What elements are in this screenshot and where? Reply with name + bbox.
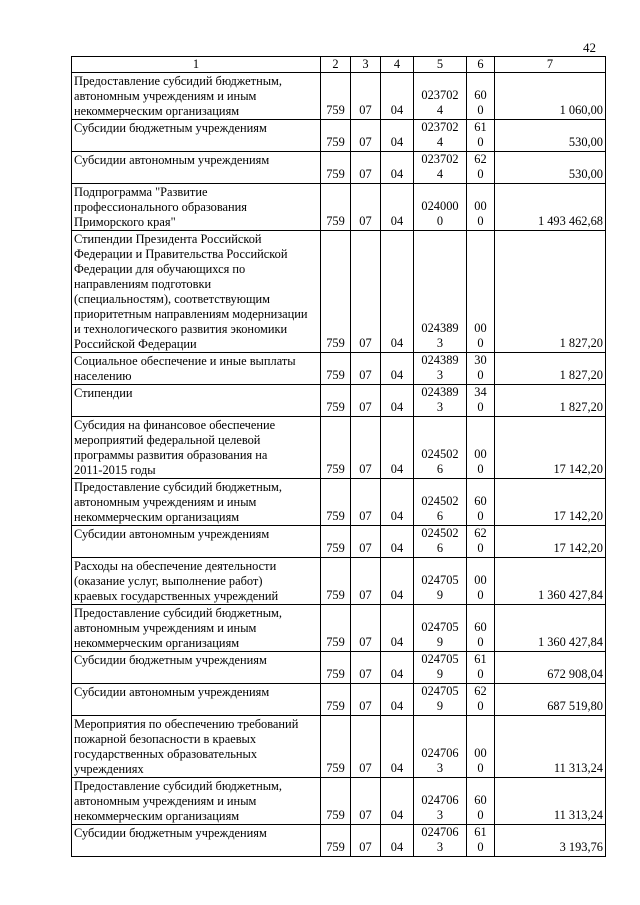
row-code-cell: 759 — [321, 778, 351, 825]
row-subsection-cell: 04 — [381, 684, 414, 716]
row-amount-cell: 687 519,80 — [495, 684, 606, 716]
row-expense-type-cell: 00 0 — [467, 417, 495, 479]
row-target-article-cell: 024502 6 — [414, 526, 467, 558]
row-subsection-cell: 04 — [381, 417, 414, 479]
row-amount-cell: 1 360 427,84 — [495, 605, 606, 652]
row-target-article-cell: 024389 3 — [414, 231, 467, 353]
row-name-cell: Субсидии бюджетным учреждениям — [72, 825, 321, 857]
row-section-cell: 07 — [351, 605, 381, 652]
row-target-article-cell: 023702 4 — [414, 120, 467, 152]
row-code-cell: 759 — [321, 684, 351, 716]
row-name-cell: Субсидия на финансовое обеспечение мероприятий федеральной целевой программы развития образования на 2011-2015 годы — [72, 417, 321, 479]
table-row — [72, 353, 606, 385]
row-expense-type-cell: 00 0 — [467, 558, 495, 605]
row-expense-type-cell: 60 0 — [467, 479, 495, 526]
row-section-cell: 07 — [351, 184, 381, 231]
row-target-article-cell: 023702 4 — [414, 73, 467, 120]
row-target-article-cell: 024705 9 — [414, 684, 467, 716]
row-subsection-cell: 04 — [381, 652, 414, 684]
table-row — [72, 778, 606, 825]
row-target-article-cell: 024706 3 — [414, 778, 467, 825]
row-subsection-cell: 04 — [381, 385, 414, 417]
row-code-cell: 759 — [321, 479, 351, 526]
row-subsection-cell: 04 — [381, 73, 414, 120]
table-body — [72, 73, 606, 857]
row-expense-type-cell: 62 0 — [467, 152, 495, 184]
row-target-article-cell: 024000 0 — [414, 184, 467, 231]
table-row — [72, 184, 606, 231]
row-code-cell: 759 — [321, 73, 351, 120]
table-row — [72, 417, 606, 479]
table-row — [72, 684, 606, 716]
row-code-cell: 759 — [321, 184, 351, 231]
row-name-cell: Предоставление субсидий бюджетным, автономным учреждениям и иным некоммерческим организациям — [72, 778, 321, 825]
row-section-cell: 07 — [351, 385, 381, 417]
row-subsection-cell: 04 — [381, 558, 414, 605]
row-code-cell: 759 — [321, 652, 351, 684]
row-section-cell: 07 — [351, 716, 381, 778]
row-expense-type-cell: 34 0 — [467, 385, 495, 417]
row-amount-cell: 11 313,24 — [495, 716, 606, 778]
row-name-cell: Субсидии бюджетным учреждениям — [72, 120, 321, 152]
row-code-cell: 759 — [321, 353, 351, 385]
row-section-cell: 07 — [351, 526, 381, 558]
row-subsection-cell: 04 — [381, 353, 414, 385]
row-expense-type-cell: 60 0 — [467, 605, 495, 652]
row-subsection-cell: 04 — [381, 152, 414, 184]
table-row — [72, 73, 606, 120]
table-row — [72, 558, 606, 605]
row-name-cell: Мероприятия по обеспечению требований пожарной безопасности в краевых государственных образовательных учреждениях — [72, 716, 321, 778]
row-target-article-cell: 023702 4 — [414, 152, 467, 184]
row-expense-type-cell: 00 0 — [467, 716, 495, 778]
row-target-article-cell: 024389 3 — [414, 385, 467, 417]
row-name-cell: Социальное обеспечение и иные выплаты населению — [72, 353, 321, 385]
row-code-cell: 759 — [321, 231, 351, 353]
row-subsection-cell: 04 — [381, 825, 414, 857]
row-section-cell: 07 — [351, 479, 381, 526]
row-amount-cell: 1 827,20 — [495, 353, 606, 385]
header-cell: 7 — [495, 57, 606, 73]
table-row — [72, 385, 606, 417]
row-target-article-cell: 024706 3 — [414, 825, 467, 857]
row-target-article-cell: 024706 3 — [414, 716, 467, 778]
row-name-cell: Субсидии автономным учреждениям — [72, 684, 321, 716]
header-cell: 4 — [381, 57, 414, 73]
row-expense-type-cell: 61 0 — [467, 825, 495, 857]
budget-table — [71, 56, 606, 857]
row-code-cell: 759 — [321, 120, 351, 152]
row-name-cell: Расходы на обеспечение деятельности (оказание услуг, выполнение работ) краевых государственных учреждений — [72, 558, 321, 605]
row-name-cell: Предоставление субсидий бюджетным, автономным учреждениям и иным некоммерческим организациям — [72, 479, 321, 526]
row-amount-cell: 17 142,20 — [495, 526, 606, 558]
row-target-article-cell: 024705 9 — [414, 605, 467, 652]
row-code-cell: 759 — [321, 825, 351, 857]
table-row — [72, 605, 606, 652]
row-expense-type-cell: 62 0 — [467, 526, 495, 558]
row-subsection-cell: 04 — [381, 605, 414, 652]
row-amount-cell: 672 908,04 — [495, 652, 606, 684]
row-subsection-cell: 04 — [381, 716, 414, 778]
row-amount-cell: 17 142,20 — [495, 479, 606, 526]
header-cell: 3 — [351, 57, 381, 73]
row-amount-cell: 11 313,24 — [495, 778, 606, 825]
table-row — [72, 152, 606, 184]
header-row — [72, 57, 606, 73]
row-subsection-cell: 04 — [381, 778, 414, 825]
row-expense-type-cell: 62 0 — [467, 684, 495, 716]
row-amount-cell: 17 142,20 — [495, 417, 606, 479]
row-name-cell: Предоставление субсидий бюджетным, автономным учреждениям и иным некоммерческим организациям — [72, 605, 321, 652]
row-target-article-cell: 024502 6 — [414, 479, 467, 526]
row-section-cell: 07 — [351, 684, 381, 716]
row-target-article-cell: 024705 9 — [414, 652, 467, 684]
row-expense-type-cell: 60 0 — [467, 73, 495, 120]
row-expense-type-cell: 61 0 — [467, 652, 495, 684]
row-code-cell: 759 — [321, 558, 351, 605]
row-subsection-cell: 04 — [381, 120, 414, 152]
row-amount-cell: 530,00 — [495, 152, 606, 184]
row-expense-type-cell: 30 0 — [467, 353, 495, 385]
table-row — [72, 231, 606, 353]
row-name-cell: Субсидии автономным учреждениям — [72, 152, 321, 184]
row-amount-cell: 1 060,00 — [495, 73, 606, 120]
row-target-article-cell: 024502 6 — [414, 417, 467, 479]
row-expense-type-cell: 00 0 — [467, 184, 495, 231]
row-subsection-cell: 04 — [381, 526, 414, 558]
page-number: 42 — [583, 40, 596, 55]
row-expense-type-cell: 00 0 — [467, 231, 495, 353]
row-amount-cell: 1 827,20 — [495, 231, 606, 353]
row-section-cell: 07 — [351, 353, 381, 385]
row-target-article-cell: 024389 3 — [414, 353, 467, 385]
header-cell: 6 — [467, 57, 495, 73]
row-target-article-cell: 024705 9 — [414, 558, 467, 605]
row-name-cell: Подпрограмма "Развитие профессионального образования Приморского края" — [72, 184, 321, 231]
row-section-cell: 07 — [351, 825, 381, 857]
table-row — [72, 479, 606, 526]
row-subsection-cell: 04 — [381, 184, 414, 231]
row-code-cell: 759 — [321, 526, 351, 558]
header-cell: 5 — [414, 57, 467, 73]
row-expense-type-cell: 61 0 — [467, 120, 495, 152]
row-name-cell: Стипендии — [72, 385, 321, 417]
row-section-cell: 07 — [351, 231, 381, 353]
row-code-cell: 759 — [321, 417, 351, 479]
row-name-cell: Предоставление субсидий бюджетным, автономным учреждениям и иным некоммерческим организациям — [72, 73, 321, 120]
row-amount-cell: 1 493 462,68 — [495, 184, 606, 231]
row-amount-cell: 530,00 — [495, 120, 606, 152]
row-section-cell: 07 — [351, 152, 381, 184]
table-row — [72, 120, 606, 152]
row-section-cell: 07 — [351, 652, 381, 684]
table-row — [72, 526, 606, 558]
table-row — [72, 716, 606, 778]
row-name-cell: Стипендии Президента Российской Федерации и Правительства Российской Федерации для обучающихся по направлениям подготовки (специальностям), соответствующим приоритетным направлениям модернизации и технологического развития экономики Российской Федерации — [72, 231, 321, 353]
table-row — [72, 825, 606, 857]
row-expense-type-cell: 60 0 — [467, 778, 495, 825]
row-subsection-cell: 04 — [381, 231, 414, 353]
header-cell: 2 — [321, 57, 351, 73]
row-section-cell: 07 — [351, 558, 381, 605]
header-cell: 1 — [72, 57, 321, 73]
row-code-cell: 759 — [321, 716, 351, 778]
row-amount-cell: 1 827,20 — [495, 385, 606, 417]
row-code-cell: 759 — [321, 605, 351, 652]
row-section-cell: 07 — [351, 120, 381, 152]
row-subsection-cell: 04 — [381, 479, 414, 526]
row-name-cell: Субсидии автономным учреждениям — [72, 526, 321, 558]
row-section-cell: 07 — [351, 73, 381, 120]
row-section-cell: 07 — [351, 778, 381, 825]
row-name-cell: Субсидии бюджетным учреждениям — [72, 652, 321, 684]
row-section-cell: 07 — [351, 417, 381, 479]
table-row — [72, 652, 606, 684]
row-code-cell: 759 — [321, 152, 351, 184]
row-amount-cell: 3 193,76 — [495, 825, 606, 857]
row-code-cell: 759 — [321, 385, 351, 417]
row-amount-cell: 1 360 427,84 — [495, 558, 606, 605]
